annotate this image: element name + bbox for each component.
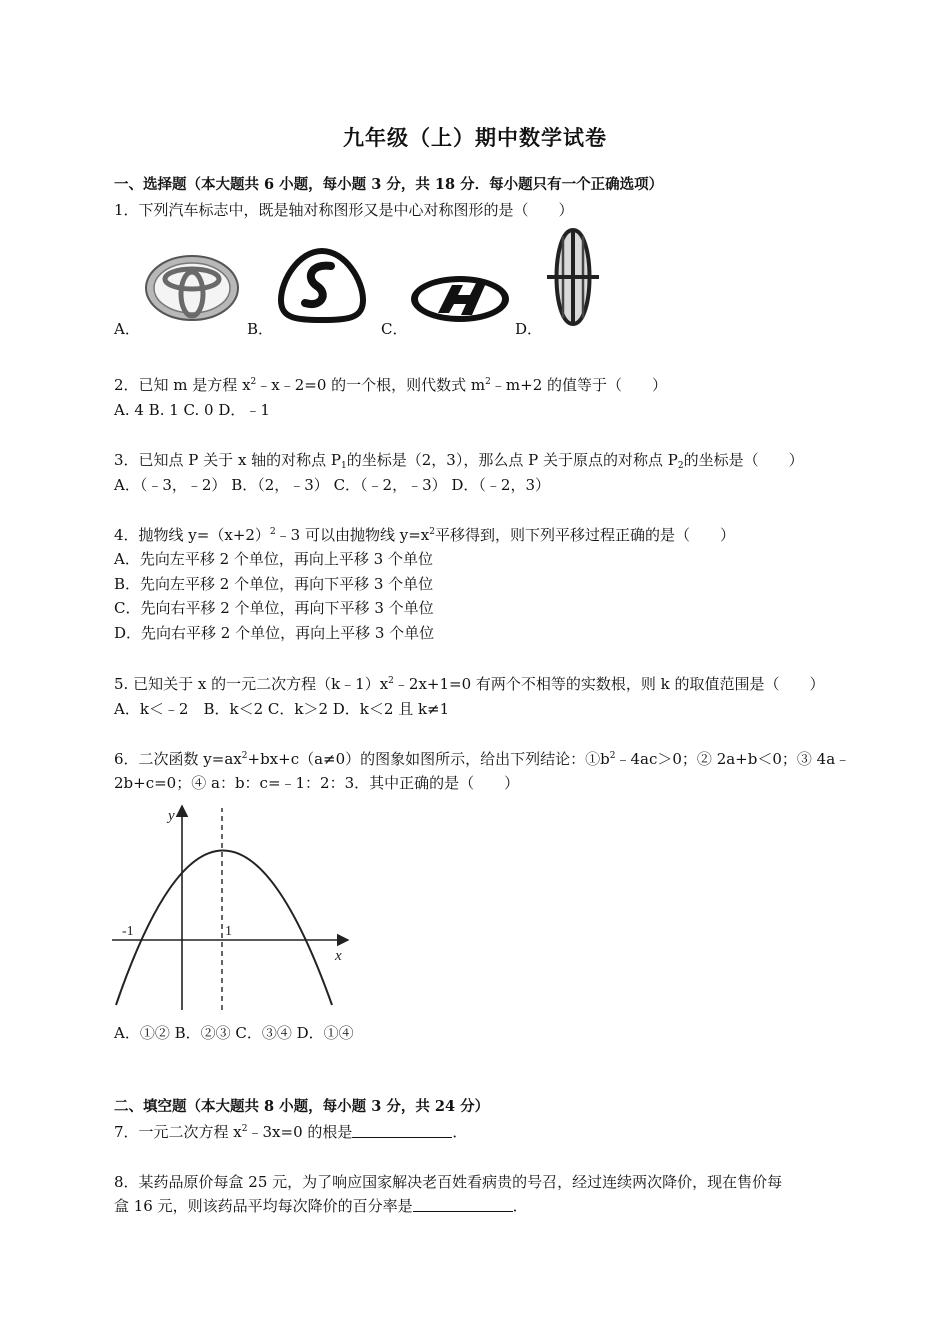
hyundai-logo-icon	[408, 273, 512, 325]
question-3-stem: 3．已知点 P 关于 x 轴的对称点 $P_1$的坐标是（2，3），那么点 P 关于原点的对称点 $P_2$的坐标是（ ）	[114, 451, 804, 471]
question-6-stem: 6．二次函数 $y=ax^2+bx+c(a\ne 0)$的图象如图所示，给出下列结论：$①b^2﹣4ac>0$；② 2a+b＜0；③ 4a﹣	[114, 750, 851, 768]
question-8-stem-line-2: 盒 16 元，则该药品平均每次降价的百分率是 ．	[114, 1197, 528, 1215]
question-1-option-c: C．	[381, 320, 408, 338]
question-4-option-b: B．先向左平移 2 个单位，再向下平移 3 个单位	[114, 575, 434, 593]
question-4-option-d: D．先向右平移 2 个单位，再向上平移 3 个单位	[114, 624, 435, 642]
tick-label-1: 1	[225, 924, 232, 939]
question-6-options: A．①② B．②③ C．③④ D．①④	[114, 1024, 354, 1042]
toyota-logo-icon	[144, 254, 240, 322]
answer-blank-8[interactable]	[413, 1199, 513, 1212]
question-7-stem: 7．一元二次方程 $x^2﹣3x=0$ 的根是 ．	[114, 1123, 468, 1141]
answer-blank-7[interactable]	[352, 1125, 452, 1138]
y-axis-label: y	[168, 808, 175, 824]
question-1-option-a: A．	[114, 320, 140, 338]
parabola-graph	[110, 800, 360, 1015]
section-1-heading: 一、选择题（本大题共 6 小题，每小题 3 分，共 18 分．每小题只有一个正确选项）	[114, 176, 664, 193]
question-5-stem: 5. 已知关于 x 的一元二次方程$(k﹣1)x^2﹣2x+1=0$ 有两个不相等的实数根，则 k 的取值范围是（ ）	[114, 675, 825, 693]
question-1-option-d: D．	[515, 320, 543, 338]
question-4-option-c: C．先向右平移 2 个单位，再向下平移 3 个单位	[114, 599, 434, 617]
question-3-options: A．（﹣3，﹣2） B．（2，﹣3） C．（﹣2，﹣3） D．（﹣2，3）	[114, 476, 551, 494]
question-8-stem: 8．某药品原价每盒 25 元，为了响应国家解决老百姓看病贵的号召，经过连续两次降价，现在售价每	[114, 1173, 783, 1191]
question-1-option-b: B．	[247, 320, 274, 338]
question-2-options: A. 4 B. 1 C. 0 D．﹣1	[114, 401, 270, 419]
question-4-stem: 4．抛物线 $y=(x+2)^2﹣3$ 可以由抛物线 $y=x^2$平移得到，则下列平移过程正确的是（ ）	[114, 526, 736, 544]
question-6-stem-line-2: 2b+c=0；④ a：b：c=﹣1：2：3．其中正确的是（ ）	[114, 774, 520, 792]
lincoln-logo-icon	[545, 228, 601, 326]
question-2-stem: 2．已知 m 是方程 $x^2﹣x﹣2=0$ 的一个根，则代数式 $m^2﹣m+2$ 的值等于（ ）	[114, 376, 668, 394]
question-5-options: A．k＜﹣2 B．k＜2 C．k＞2 D．k＜2 且 k≠1	[114, 700, 450, 718]
section-2-heading: 二、填空题（本大题共 8 小题，每小题 3 分，共 24 分）	[114, 1098, 490, 1115]
question-1-stem: 1．下列汽车标志中，既是轴对称图形又是中心对称图形的是（ ）	[114, 201, 574, 219]
swirl-logo-icon	[277, 248, 367, 324]
question-4-option-a: A．先向左平移 2 个单位，再向上平移 3 个单位	[114, 550, 433, 568]
page-title: 九年级（上）期中数学试卷	[343, 125, 607, 150]
tick-label-neg1: -1	[122, 924, 134, 939]
x-axis-label: x	[335, 948, 342, 964]
parabola-curve	[116, 851, 332, 1006]
